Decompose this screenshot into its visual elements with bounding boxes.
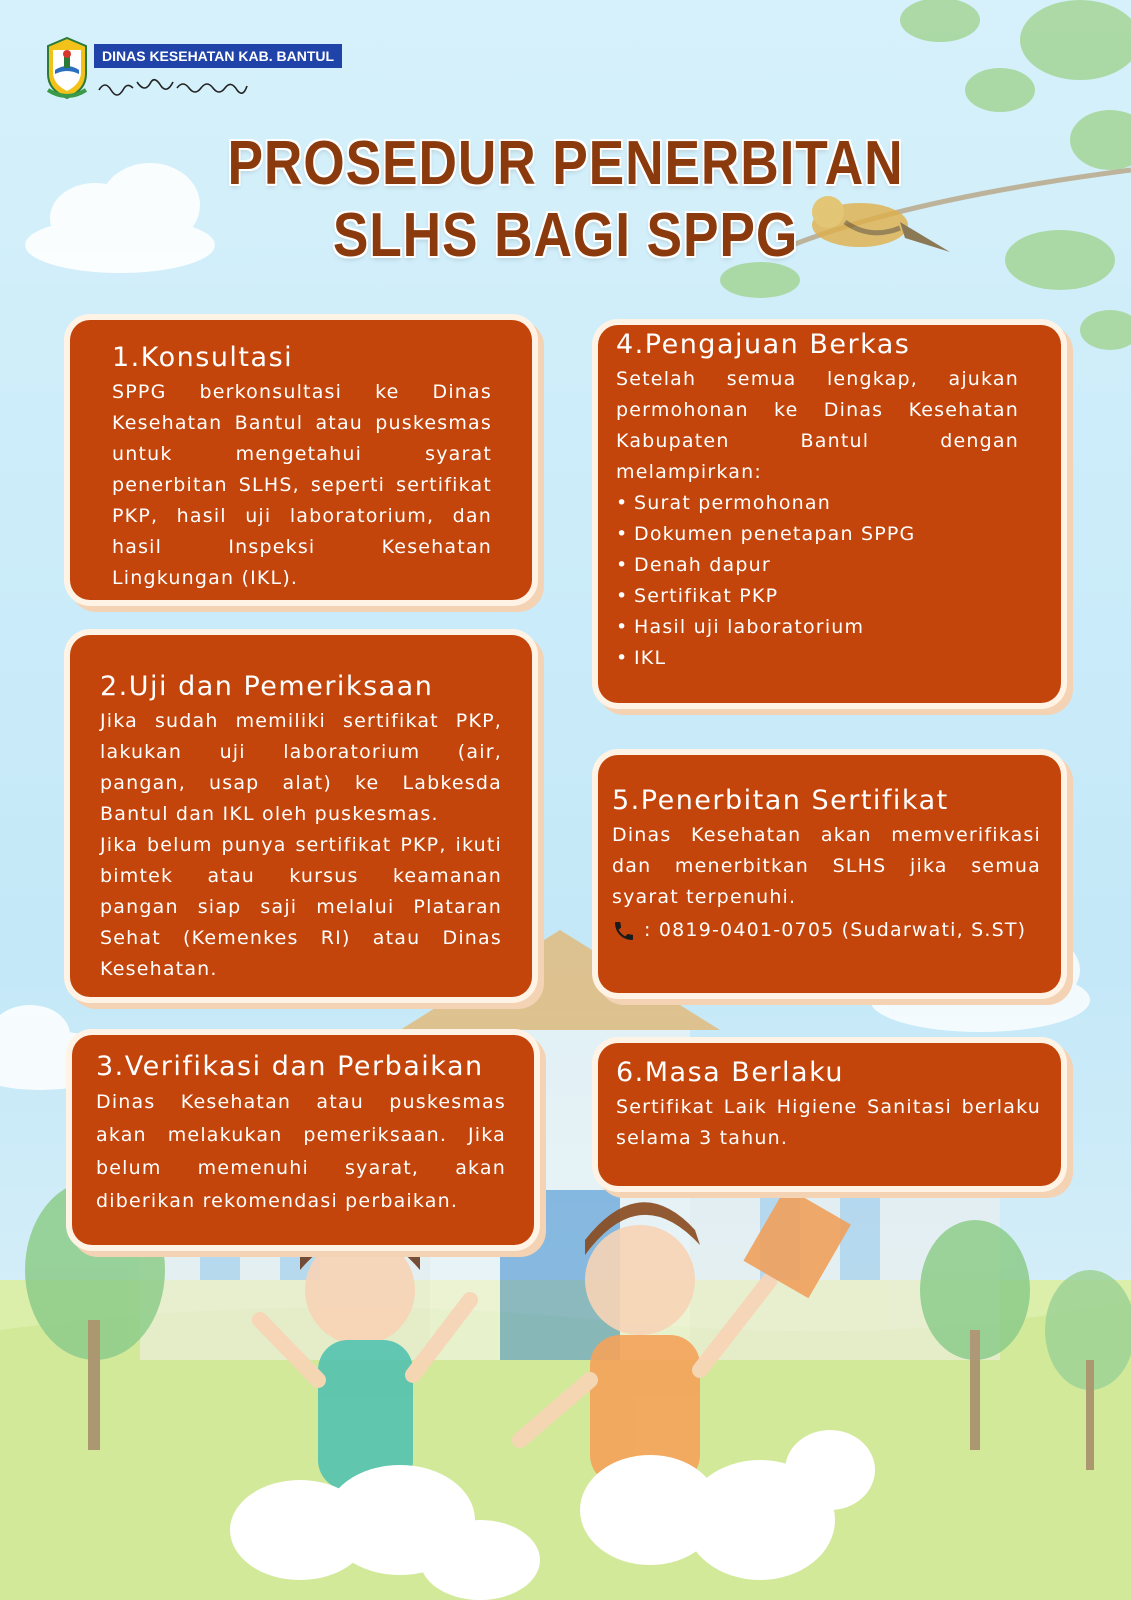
list-item: • Dokumen penetapan SPPG — [616, 519, 1019, 550]
phone-icon — [612, 919, 636, 943]
step-title: 3.Verifikasi dan Perbaikan — [96, 1051, 484, 1082]
phone-number[interactable]: : 0819-0401-0705 (Sudarwati, S.ST) — [644, 919, 1027, 941]
step-body: Dinas Kesehatan akan memverifikasi dan menerbitkan SLHS jika semua syarat terpenuhi. — [612, 824, 1041, 908]
bantul-emblem-icon — [44, 36, 90, 100]
step-title: 4.Pengajuan Berkas — [616, 329, 911, 360]
requirements-list — [616, 488, 1019, 674]
step-card-penerbitan-sertifikat — [598, 755, 1061, 993]
list-item: • Sertifikat PKP — [616, 581, 1019, 612]
step-body: Sertifikat Laik Higiene Sanitasi berlaku selama 3 tahun. — [616, 1096, 1041, 1149]
list-item: • Surat permohonan — [616, 488, 1019, 519]
step-body-1: Jika sudah memiliki sertifikat PKP, lakukan uji laboratorium (air, pangan, usap alat) ke Labkesda Bantul dan IKL oleh puskesmas. — [100, 710, 502, 825]
title-line-1: PROSEDUR PENERBITAN — [227, 129, 904, 198]
step-body-2: Jika belum punya sertifikat PKP, ikuti bimtek atau kursus keamanan pangan siap saji melalui Plataran Sehat (Kemenkes RI) atau Dinas Kesehatan. — [100, 834, 502, 980]
step-title: 1.Konsultasi — [112, 342, 294, 373]
step-card-pengajuan-berkas — [598, 325, 1061, 703]
agency-name-label: DINAS KESEHATAN KAB. BANTUL — [94, 44, 342, 68]
step-body: Dinas Kesehatan atau puskesmas akan melakukan pemeriksaan. Jika belum memenuhi syarat, akan diberikan rekomendasi perbaikan. — [96, 1091, 506, 1212]
header-logo-block — [44, 36, 344, 100]
title-line-2: SLHS BAGI SPPG — [332, 201, 799, 270]
contact-phone — [612, 915, 1041, 946]
step-title: 2.Uji dan Pemeriksaan — [100, 671, 434, 702]
step-body: SPPG berkonsultasi ke Dinas Kesehatan Bantul atau puskesmas untuk mengetahui syarat penerbitan SLHS, seperti sertifikat PKP, hasil uji laboratorium, dan hasil Inspeksi Kesehatan Lingkungan (IKL). — [112, 381, 492, 589]
list-item: • IKL — [616, 643, 1019, 674]
list-item: • Denah dapur — [616, 550, 1019, 581]
step-card-konsultasi — [70, 320, 532, 600]
step-title: 5.Penerbitan Sertifikat — [612, 785, 949, 816]
step-body: Setelah semua lengkap, ajukan permohonan ke Dinas Kesehatan Kabupaten Bantul dengan melampirkan: — [616, 368, 1019, 483]
page-title — [0, 128, 1131, 272]
step-card-verifikasi — [72, 1035, 534, 1245]
step-title: 6.Masa Berlaku — [616, 1057, 844, 1088]
step-card-masa-berlaku — [598, 1043, 1061, 1186]
list-item: • Hasil uji laboratorium — [616, 612, 1019, 643]
step-card-uji-pemeriksaan — [70, 635, 532, 997]
javanese-script-tagline — [95, 74, 265, 100]
